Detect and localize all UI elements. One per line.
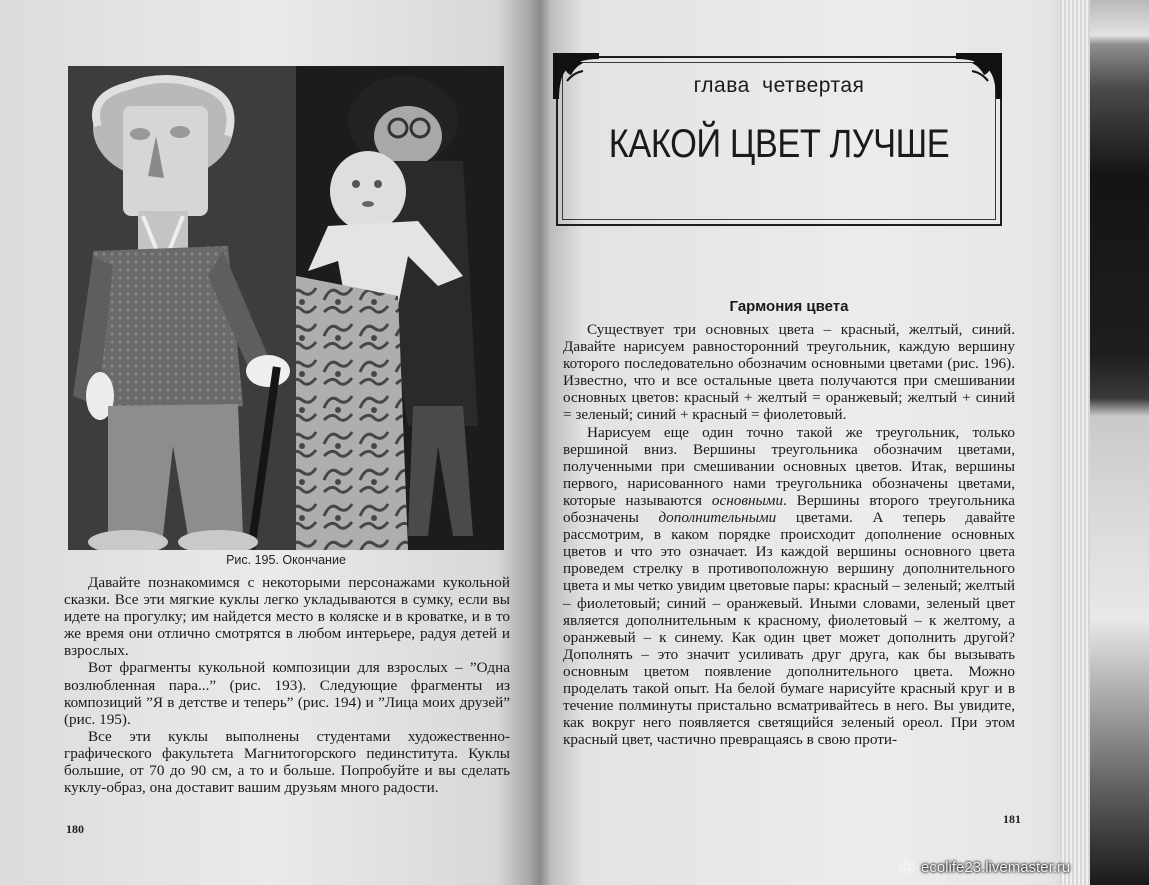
emphasis-term: дополнительными bbox=[658, 509, 777, 527]
background bbox=[1080, 0, 1149, 885]
flower-icon bbox=[898, 858, 916, 876]
left-paragraph-2: Вот фрагменты кукольной композиции для взрослых – ”Одна возлюбленная пара...” (рис. 193). Следующие фрагменты из композиций ”Я в детстве и теперь” (рис. 194) и ”Лица моих друзей” (рис. 195). bbox=[64, 659, 510, 728]
left-page-body bbox=[64, 574, 510, 796]
doll-photo bbox=[68, 66, 504, 550]
page-edges bbox=[1060, 0, 1090, 885]
section-title: Гармония цвета bbox=[729, 298, 849, 315]
text-run: . Вершины второго треугольника обозначены bbox=[563, 491, 1015, 527]
chapter-title: КАКОЙ ЦВЕТ ЛУЧШЕ bbox=[608, 122, 950, 166]
doll-photo-illustration bbox=[68, 66, 504, 550]
text-run: цветами. А теперь давайте рассмотрим, в каком порядке происходит дополнение основных цветов и что это означает. Из каждой вершины основного цвета проведем стрелку в противоположную вершину дополнительного цвета и мы четко увидим цветовые пары: красный – зеленый; желтый – фиолетовый; синий – оранжевый. Иными словами, зеленый цвет является дополнительным к красному, фиолетовый – к желтому, а оранжевый – к синему. Как один цвет может дополнить другой? Дополнять – это значит усиливать друг друга, как бы вызывать основным цветом появление дополнительного цвета. Можно проделать такой опыт. На белой бумаге нарисуйте красный круг и в течение полминуты пристально всматривайтесь в него. Вы увидите, как вокруг него появляется светящийся зеленый ореол. При этом красный цвет, частично превращаясь в свою проти- bbox=[563, 509, 1015, 749]
right-paragraph-2 bbox=[563, 424, 1015, 749]
watermark-text: ecolife23.livemaster.ru bbox=[921, 858, 1071, 876]
figure-caption: Рис. 195. Окончание bbox=[226, 553, 346, 567]
right-page-body bbox=[563, 321, 1015, 748]
right-page-number: 181 bbox=[1003, 812, 1021, 826]
chapter-label: глава четвертая bbox=[693, 74, 865, 97]
watermark bbox=[898, 856, 1070, 878]
right-paragraph-1: Существует три основных цвета – красный, желтый, синий. Давайте нарисуем равносторонний треугольник, каждую вершину которого последовательно обозначим основными цветами (рис. 196). Известно, что и все остальные цвета получаются при смешивании основных цветов: красный + желтый = оранжевый; желтый + синий = зеленый; синий + красный = фиолетовый. bbox=[563, 321, 1015, 424]
text-run: Нарисуем еще один точно такой же треугольник, только вершиной вниз. Вершины треугольника обозначим цветами, полученными при смешивании основных цветов. Итак, вершины первого, нарисованного нами треугольника обозначены цветами, которые называются bbox=[563, 423, 1015, 509]
left-paragraph-1: Давайте познакомимся с некоторыми персонажами кукольной сказки. Все эти мягкие куклы легко укладываются в сумку, если вы идете на прогулку; им найдется место в коляске и в кроватке, и в то же время они отлично смотрятся в любом интерьере, радуя детей и взрослых. bbox=[64, 574, 510, 660]
emphasis-term: основными bbox=[711, 491, 784, 509]
left-page-number: 180 bbox=[66, 822, 84, 836]
left-paragraph-3: Все эти куклы выполнены студентами художественно-графического факультета Магнитогорского пединститута. Куклы большие, от 70 до 90 см, а то и больше. Попробуйте и вы сделать куклу-образ, она доставит вашим друзьям много радости. bbox=[64, 727, 510, 797]
